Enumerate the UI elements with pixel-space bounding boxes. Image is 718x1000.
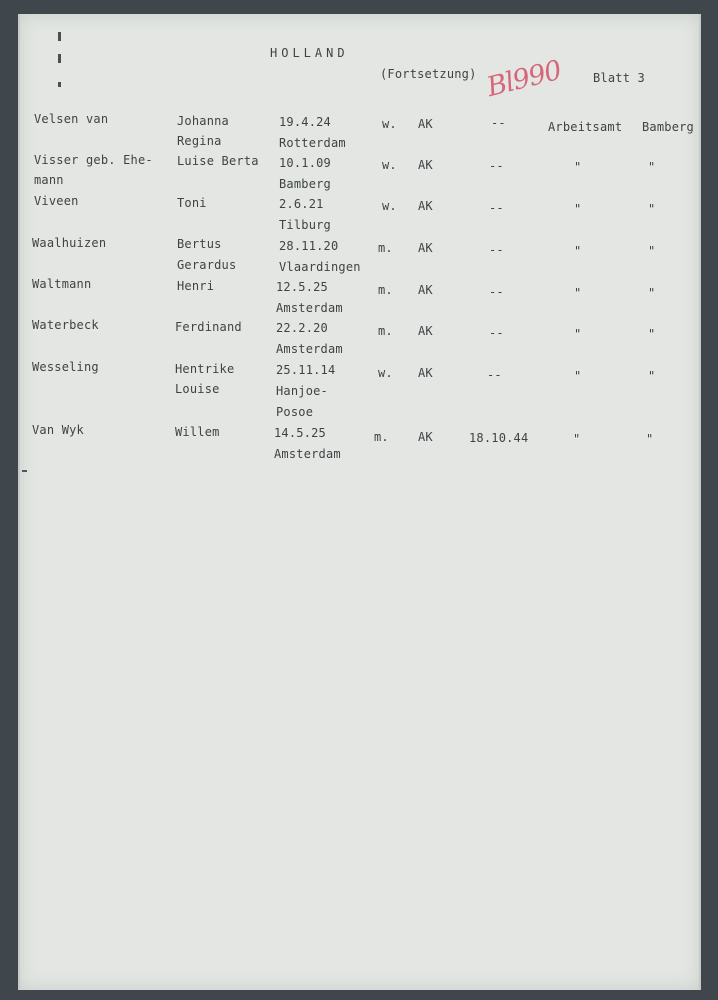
birth-place: Amsterdam (276, 342, 343, 356)
code-cell: AK (418, 324, 433, 338)
paper-speck (22, 470, 27, 472)
first-name-line: Bertus (177, 237, 222, 251)
office-cell: " (574, 286, 582, 300)
first-name-line: Louise (175, 382, 220, 396)
code-cell: AK (418, 199, 433, 213)
birth-date: 12.5.25 (276, 280, 328, 294)
surname-line: Viveen (34, 194, 79, 208)
surname-line: Waterbeck (32, 318, 99, 332)
surname-line: Wesseling (32, 360, 99, 374)
sex-cell: m. (378, 324, 393, 338)
birth-place: Posoe (276, 405, 314, 419)
sex-cell: m. (374, 430, 389, 444)
first-name-line: Toni (177, 196, 207, 210)
birth-date: 25.11.14 (276, 363, 336, 377)
continuation-note: (Fortsetzung) (380, 67, 477, 81)
code-cell: AK (418, 241, 433, 255)
sex-cell: m. (378, 241, 393, 255)
office-cell: " (574, 369, 582, 383)
city-cell: " (648, 202, 656, 216)
surname-line: Waalhuizen (32, 236, 107, 250)
code-cell: AK (418, 158, 433, 172)
first-name-line: Johanna (177, 114, 229, 128)
office-cell: Arbeitsamt (548, 120, 623, 134)
date-cell: -- (489, 159, 504, 173)
birth-place: Rotterdam (279, 136, 346, 150)
first-name-line: Willem (175, 425, 220, 439)
sex-cell: w. (382, 199, 397, 213)
date-cell: -- (489, 201, 504, 215)
surname-line: Visser geb. Ehe- (34, 153, 153, 167)
first-name-line: Gerardus (177, 258, 237, 272)
birth-place: Bamberg (279, 177, 331, 191)
office-cell: " (574, 202, 582, 216)
city-cell: Bamberg (642, 120, 694, 134)
office-cell: " (574, 160, 582, 174)
birth-date: 28.11.20 (279, 239, 339, 253)
sheet-number: Blatt 3 (593, 71, 645, 85)
birth-date: 22.2.20 (276, 321, 328, 335)
surname-line: Van Wyk (32, 423, 84, 437)
birth-date: 14.5.25 (274, 426, 326, 440)
date-cell: -- (487, 368, 502, 382)
birth-date: 10.1.09 (279, 156, 331, 170)
birth-place: Vlaardingen (279, 260, 361, 274)
code-cell: AK (418, 117, 433, 131)
date-cell: -- (489, 326, 504, 340)
sex-cell: w. (382, 117, 397, 131)
city-cell: " (648, 286, 656, 300)
birth-place: Tilburg (279, 218, 331, 232)
date-cell: -- (489, 285, 504, 299)
date-cell: 18.10.44 (469, 431, 529, 445)
sex-cell: w. (382, 158, 397, 172)
surname-line: Velsen van (34, 112, 109, 126)
surname-line: mann (34, 173, 64, 187)
city-cell: " (648, 160, 656, 174)
first-name-line: Regina (177, 134, 222, 148)
first-name-line: Ferdinand (175, 320, 242, 334)
birth-date: 19.4.24 (279, 115, 331, 129)
sex-cell: w. (378, 366, 393, 380)
city-cell: " (648, 244, 656, 258)
date-cell: -- (491, 116, 506, 130)
birth-place: Hanjoe- (276, 384, 328, 398)
birth-place: Amsterdam (274, 447, 341, 461)
city-cell: " (648, 327, 656, 341)
first-name-line: Henri (177, 279, 215, 293)
office-cell: " (573, 432, 581, 446)
city-cell: " (648, 369, 656, 383)
code-cell: AK (418, 366, 433, 380)
code-cell: AK (418, 430, 433, 444)
document-title: HOLLAND (270, 46, 349, 60)
office-cell: " (574, 327, 582, 341)
office-cell: " (574, 244, 582, 258)
surname-line: Waltmann (32, 277, 92, 291)
code-cell: AK (418, 283, 433, 297)
date-cell: -- (489, 243, 504, 257)
handwritten-signature-mark: Bl990 (483, 54, 565, 104)
sex-cell: m. (378, 283, 393, 297)
birth-place: Amsterdam (276, 301, 343, 315)
city-cell: " (646, 432, 654, 446)
first-name-line: Luise Berta (177, 154, 259, 168)
margin-dash-marks (58, 32, 62, 92)
first-name-line: Hentrike (175, 362, 235, 376)
birth-date: 2.6.21 (279, 197, 324, 211)
